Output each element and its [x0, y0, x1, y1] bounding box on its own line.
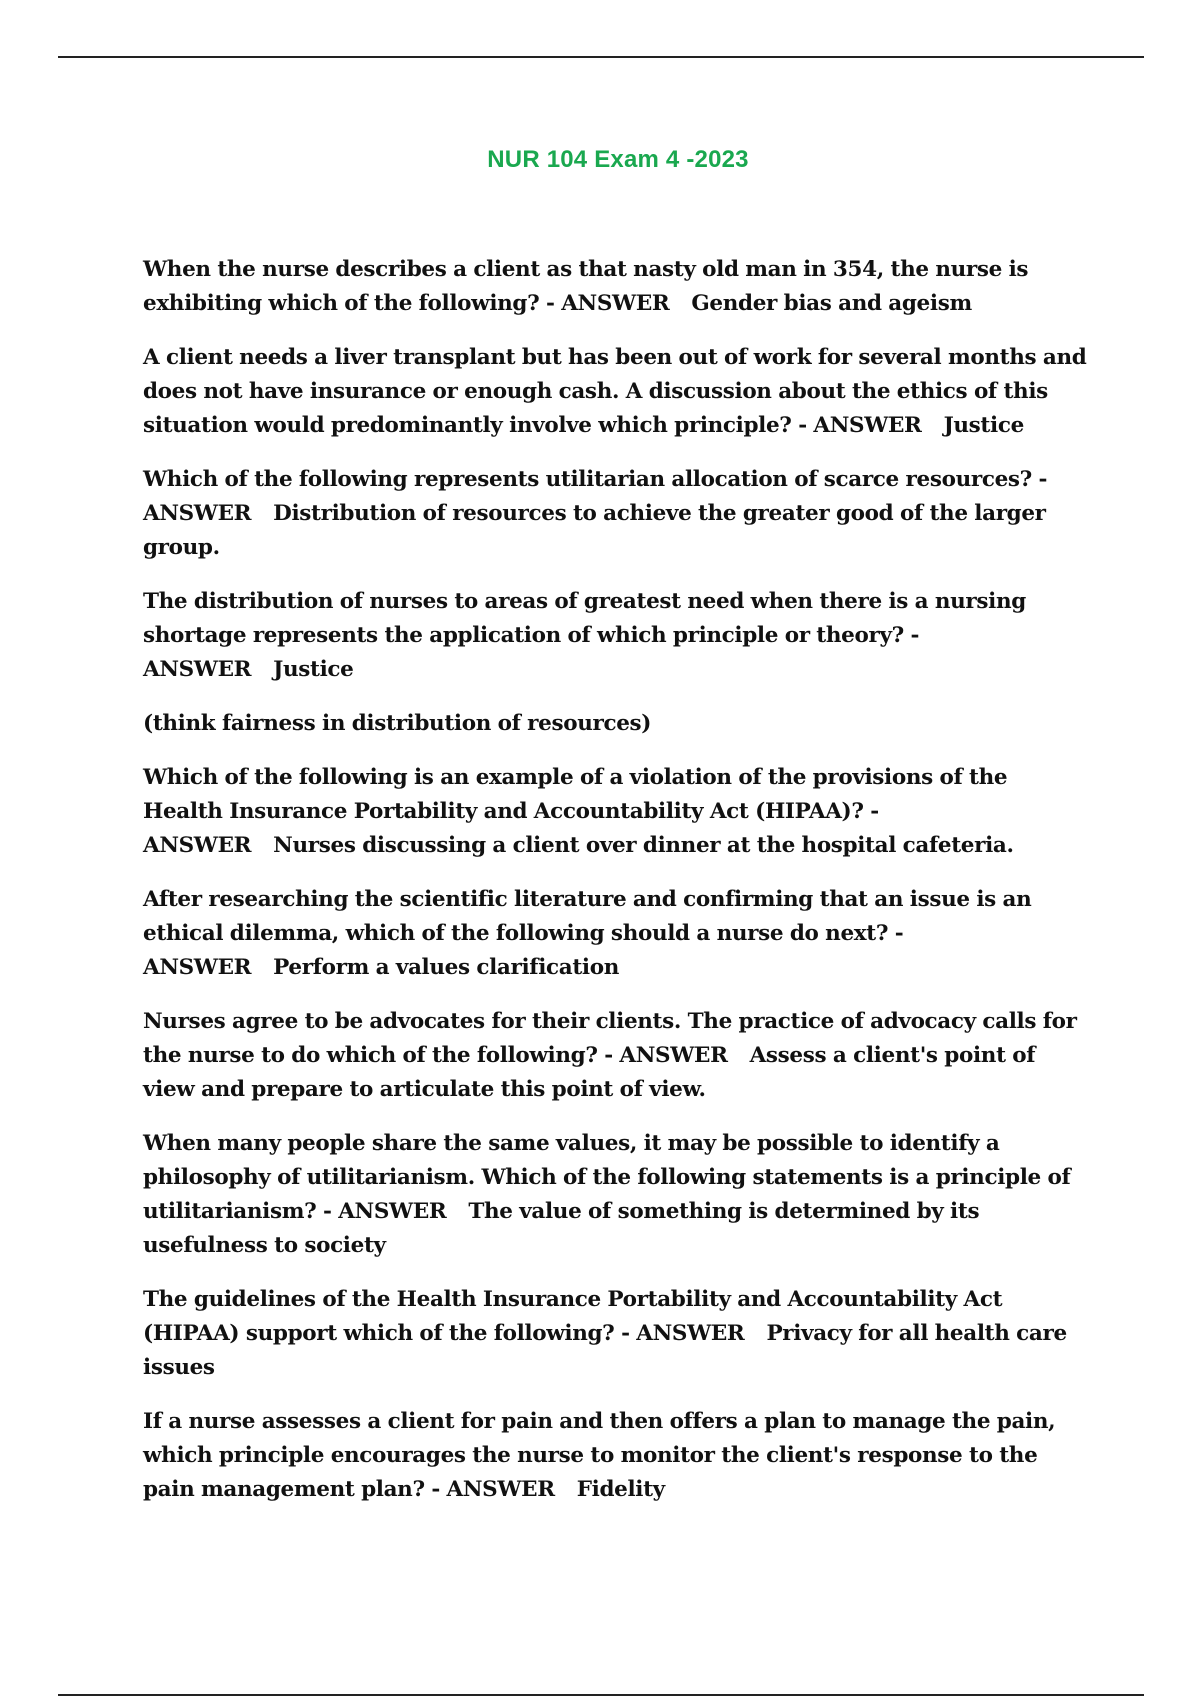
qa-item-4 — [143, 585, 1093, 687]
question-text: A client needs a liver transplant but has been out of work for several months and does not have insurance or enough cash. A discussion about the ethics of this situation would predominantly involve which principle? — [143, 345, 1087, 438]
answer-marker: - ANSWER — [431, 1477, 555, 1502]
answer-text: Perform a values clarification — [273, 955, 620, 980]
answer-marker: - ANSWER — [323, 1199, 447, 1224]
page-title: NUR 104 Exam 4 -2023 — [487, 146, 749, 173]
answer-marker: - ANSWER — [604, 1043, 728, 1068]
answer-marker: - ANSWER — [143, 467, 1048, 526]
answer-marker: - ANSWER — [798, 413, 922, 438]
answer-text: Justice — [943, 413, 1024, 438]
qa-item-7 — [143, 1005, 1093, 1107]
answer-text: Fidelity — [576, 1477, 665, 1502]
question-text: After researching the scientific literature and confirming that an issue is an ethical dilemma, which of the following should a nurse do next? — [143, 887, 1032, 946]
note-text: (think fairness in distribution of resources) — [143, 711, 652, 736]
qa-note — [143, 707, 1093, 741]
top-rule — [58, 56, 1144, 58]
qa-item-2 — [143, 341, 1093, 443]
answer-text: Justice — [273, 657, 354, 682]
question-text: Nurses agree to be advocates for their clients. The practice of advocacy calls for the nurse to do which of the following? — [143, 1009, 1077, 1068]
question-text: The guidelines of the Health Insurance Portability and Accountability Act (HIPAA) support which of the following? — [143, 1287, 1003, 1346]
qa-item-8 — [143, 1127, 1093, 1263]
question-text: If a nurse assesses a client for pain and then offers a plan to manage the pain, which principle encourages the nurse to monitor the client's response to the pain management plan? — [143, 1409, 1056, 1502]
question-text: When many people share the same values, it may be possible to identify a philosophy of utilitarianism. Which of the following statements is a principle of utilitarianism? — [143, 1131, 1071, 1224]
answer-marker: - ANSWER — [546, 291, 670, 316]
question-text: Which of the following represents utilitarian allocation of scarce resources? — [143, 467, 1032, 492]
answer-text: Assess a client's point of view and prepare to articulate this point of view. — [143, 1043, 1036, 1102]
qa-item-9 — [143, 1283, 1093, 1385]
answer-marker: - ANSWER — [143, 623, 920, 682]
answer-text: The value of something is determined by its usefulness to society — [143, 1199, 980, 1258]
answer-text: Distribution of resources to achieve the greater good of the larger group. — [143, 501, 1046, 560]
answer-marker: - ANSWER — [621, 1321, 745, 1346]
answer-marker: - ANSWER — [143, 799, 879, 858]
qa-list — [143, 253, 1093, 1527]
bottom-rule — [58, 1694, 1144, 1696]
qa-item-10 — [143, 1405, 1093, 1507]
question-text: The distribution of nurses to areas of greatest need when there is a nursing shortage represents the application of which principle or theory? — [143, 589, 1026, 648]
qa-item-3 — [143, 463, 1093, 565]
answer-marker: - ANSWER — [143, 921, 904, 980]
qa-item-6 — [143, 883, 1093, 985]
answer-text: Privacy for all health care issues — [143, 1321, 1067, 1380]
question-text: When the nurse describes a client as that nasty old man in 354, the nurse is exhibiting which of the following? — [143, 257, 1029, 316]
answer-text: Gender bias and ageism — [691, 291, 972, 316]
qa-item-5 — [143, 761, 1093, 863]
qa-item-1 — [143, 253, 1093, 321]
question-text: Which of the following is an example of a violation of the provisions of the Health Insurance Portability and Accountability Act (HIPAA)? — [143, 765, 1008, 824]
answer-text: Nurses discussing a client over dinner at the hospital cafeteria. — [273, 833, 1014, 858]
